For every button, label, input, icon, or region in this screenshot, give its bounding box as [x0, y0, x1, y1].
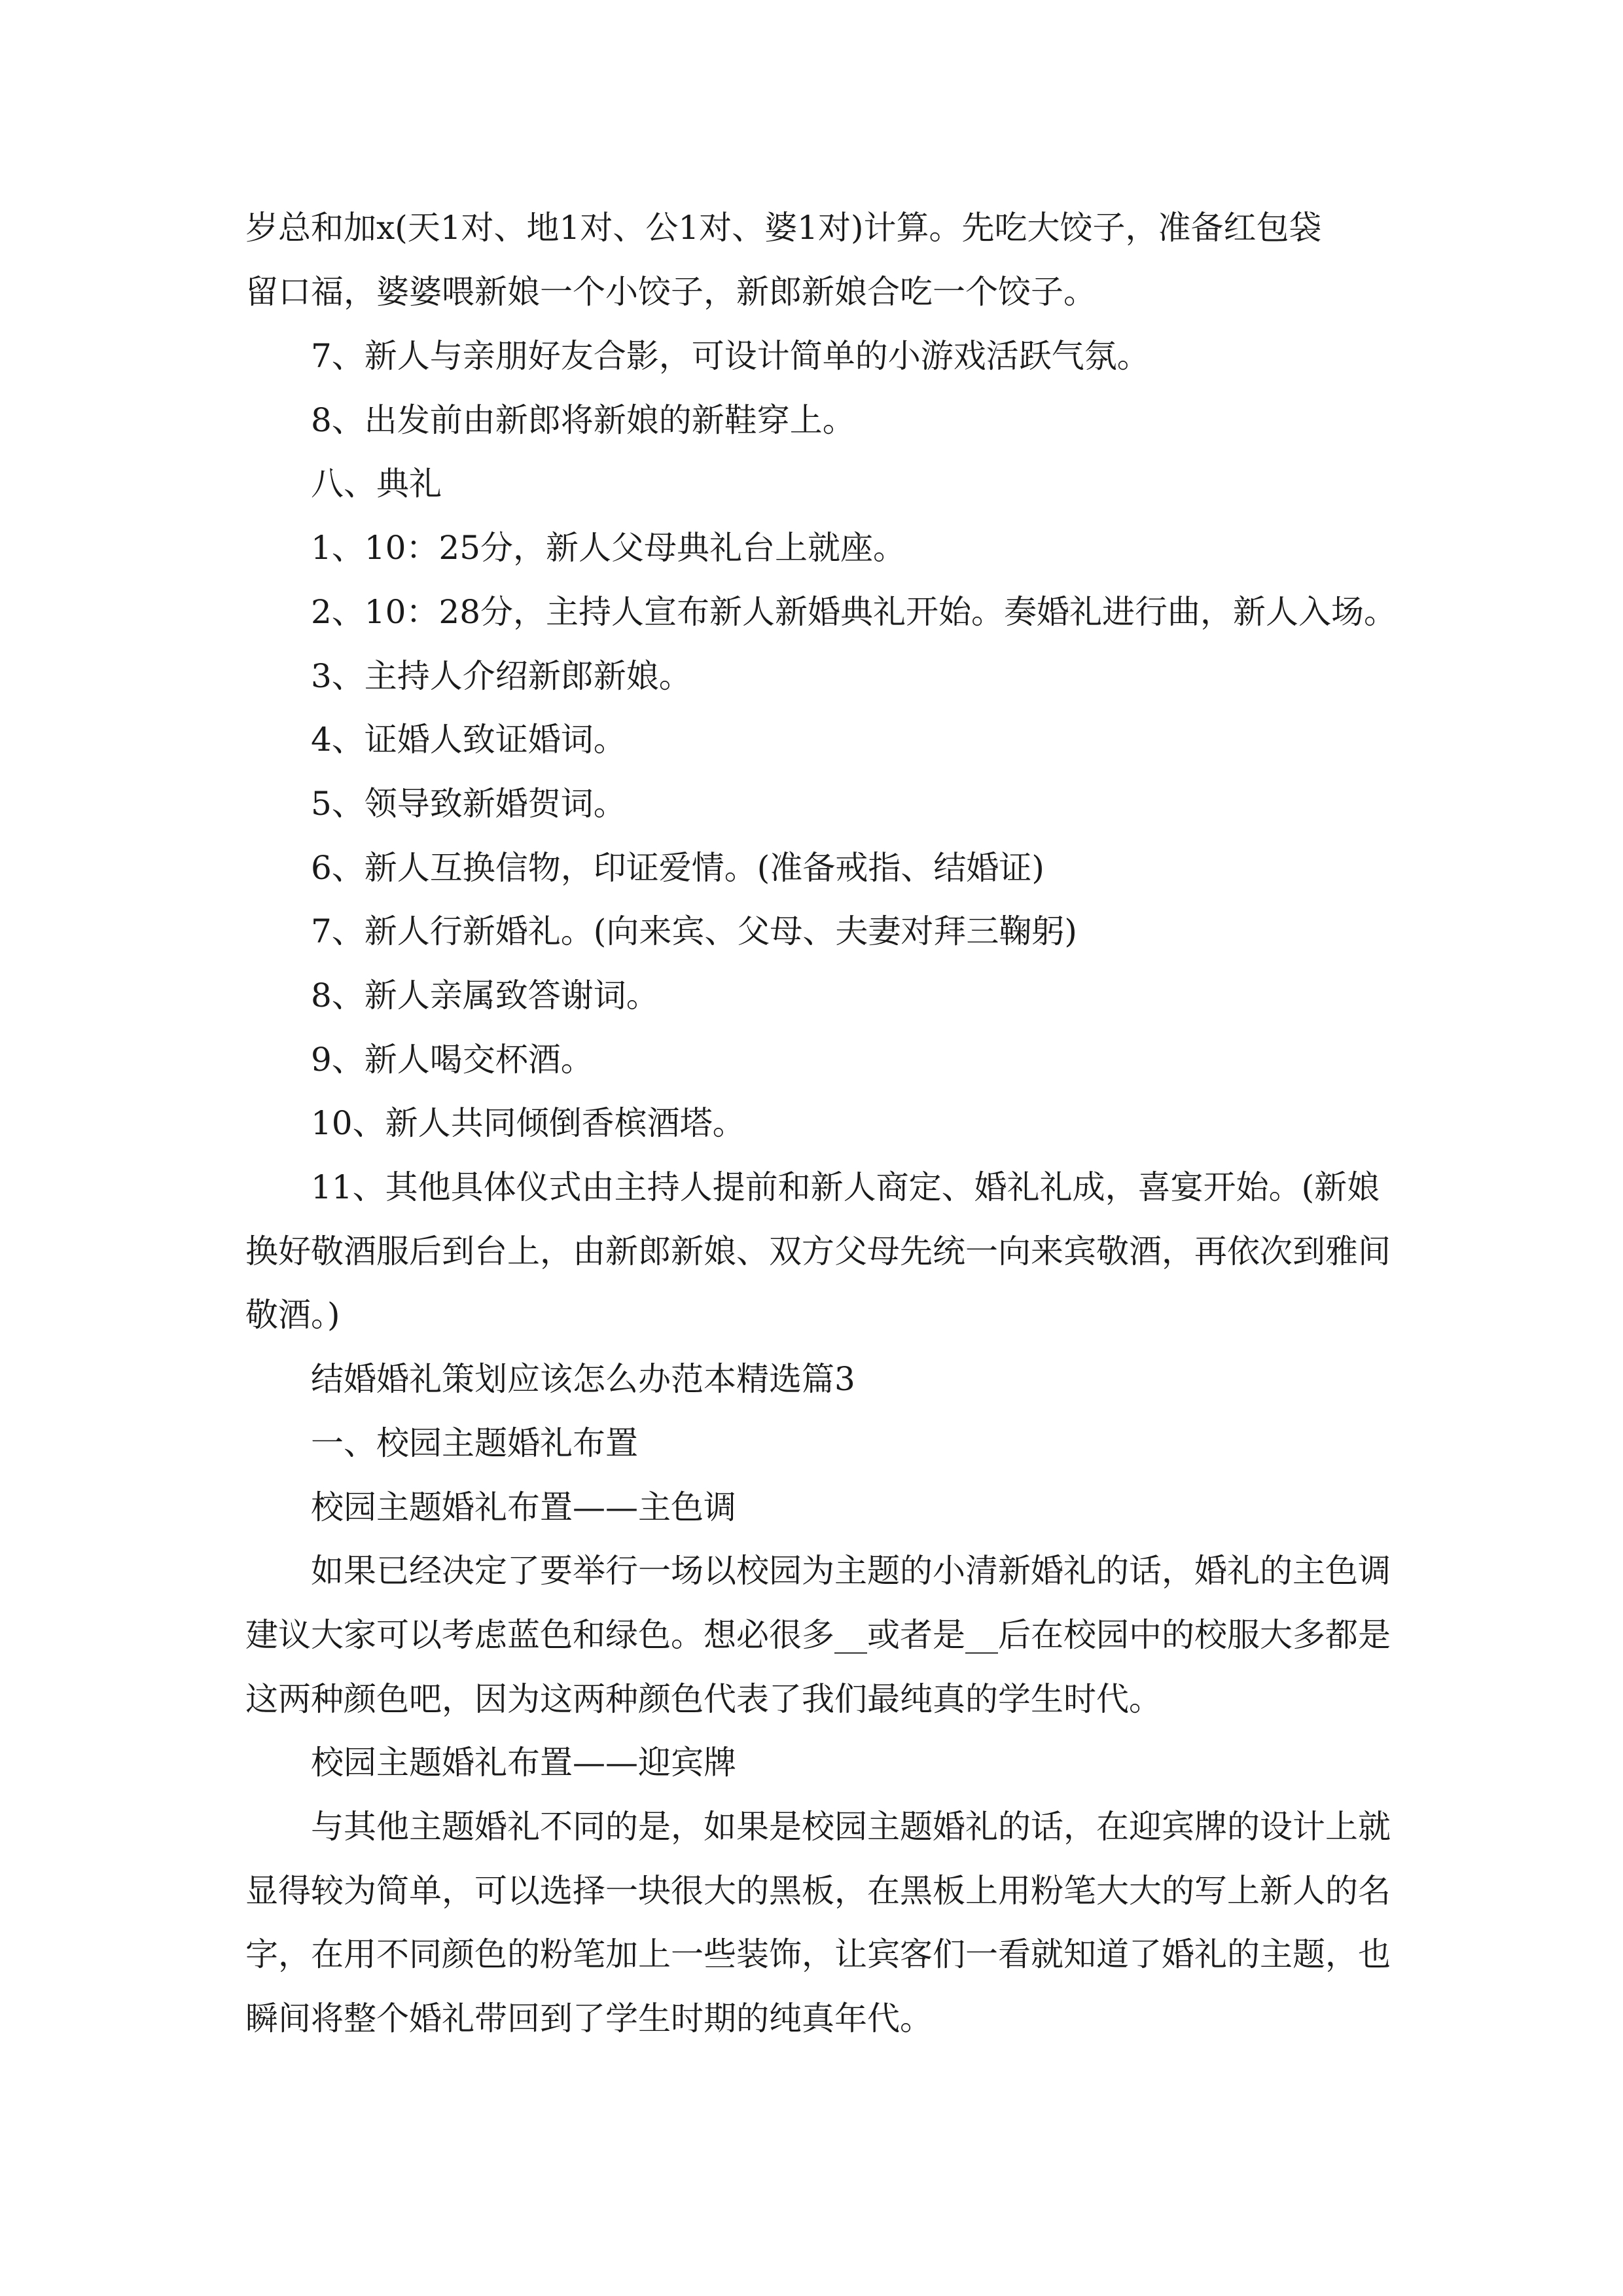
paragraph-line: 瞬间将整个婚礼带回到了学生时期的纯真年代。 [245, 2000, 933, 2037]
list-item: 10、新人共同倾倒香槟酒塔。 [311, 1104, 745, 1142]
sub-heading: 校园主题婚礼布置——主色调 [311, 1488, 736, 1526]
paragraph-line: 显得较为简单，可以选择一块很大的黑板，在黑板上用粉笔大大的写上新人的名 [245, 1872, 1391, 1910]
list-item: 9、新人喝交杯酒。 [311, 1041, 594, 1079]
list-item: 4、证婚人致证婚词。 [311, 721, 626, 759]
list-item: 5、领导致新婚贺词。 [311, 785, 626, 823]
paragraph-line: 这两种颜色吧，因为这两种颜色代表了我们最纯真的学生时代。 [245, 1680, 1162, 1718]
section-heading: 一、校园主题婚礼布置 [311, 1424, 638, 1462]
list-item: 8、出发前由新郎将新娘的新鞋穿上。 [311, 401, 855, 439]
paragraph-line: 与其他主题婚礼不同的是，如果是校园主题婚礼的话，在迎宾牌的设计上就 [311, 1808, 1391, 1846]
list-item: 7、新人与亲朋好友合影，可设计简单的小游戏活跃气氛。 [311, 337, 1150, 375]
paragraph-line: 如果已经决定了要举行一场以校园为主题的小清新婚礼的话，婚礼的主色调 [311, 1552, 1391, 1590]
paragraph-line: 字，在用不同颜色的粉笔加上一些装饰，让宾客们一看就知道了婚礼的主题，也 [245, 1935, 1391, 1973]
section-heading: 八、典礼 [311, 465, 442, 503]
sub-heading: 校园主题婚礼布置——迎宾牌 [311, 1744, 736, 1782]
list-item: 8、新人亲属致答谢词。 [311, 977, 659, 1014]
list-item: 2、10：28分，主持人宣布新人新婚典礼开始。奏婚礼进行曲，新人入场。 [311, 593, 1397, 631]
paragraph-line: 建议大家可以考虑蓝色和绿色。想必很多__或者是__后在校园中的校服大多都是 [245, 1616, 1391, 1654]
paragraph-line: 岁总和加x(天1对、地1对、公1对、婆1对)计算。先吃大饺子，准备红包袋 [245, 209, 1322, 247]
list-item: 11、其他具体仪式由主持人提前和新人商定、婚礼礼成，喜宴开始。(新娘 [311, 1168, 1380, 1206]
list-item: 7、新人行新婚礼。(向来宾、父母、夫妻对拜三鞠躬) [311, 912, 1077, 950]
list-item: 1、10：25分，新人父母典礼台上就座。 [311, 529, 906, 567]
list-item-continuation: 换好敬酒服后到台上，由新郎新娘、双方父母先统一向来宾敬酒，再依次到雅间 [245, 1232, 1391, 1270]
list-item: 3、主持人介绍新郎新娘。 [311, 657, 692, 695]
list-item: 6、新人互换信物，印证爱情。(准备戒指、结婚证) [311, 849, 1044, 887]
paragraph-line: 留口福，婆婆喂新娘一个小饺子，新郎新娘合吃一个饺子。 [245, 273, 1096, 311]
list-item-continuation: 敬酒。) [245, 1296, 340, 1334]
article-title: 结婚婚礼策划应该怎么办范本精选篇3 [311, 1360, 855, 1398]
